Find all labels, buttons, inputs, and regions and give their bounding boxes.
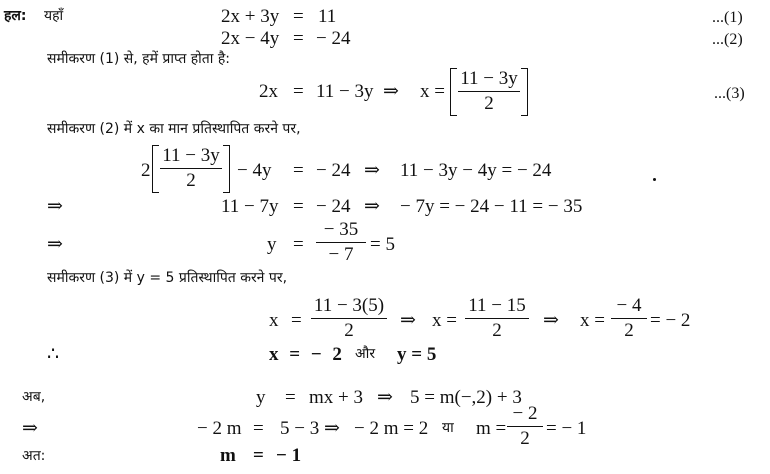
next-m-equals: m = bbox=[476, 418, 507, 439]
step4-arrow: ⇒ bbox=[47, 234, 63, 255]
step1-frac-den: 2 bbox=[484, 93, 494, 114]
eq1-rhs: 11 bbox=[318, 6, 337, 27]
step3-arrow: ⇒ bbox=[47, 196, 63, 217]
eq1-lhs: 2x + 3y bbox=[221, 6, 280, 27]
step5-fraction-3 bbox=[611, 295, 647, 342]
next-arrow2: ⇒ bbox=[324, 418, 340, 439]
step1-x-equals: x = bbox=[420, 81, 445, 102]
step4-fraction bbox=[316, 219, 366, 266]
next-mid: − 2 m = 2 bbox=[354, 418, 429, 439]
step4-equals: = bbox=[293, 234, 304, 255]
step3-rhs: − 24 bbox=[316, 196, 351, 217]
next-fraction bbox=[507, 403, 543, 450]
step5-f2-num: 11 − 15 bbox=[468, 295, 526, 316]
step5-x-equals-2: x = bbox=[580, 310, 605, 331]
step1-lhs: 2x bbox=[259, 81, 278, 102]
step2-arrow: ⇒ bbox=[364, 160, 380, 181]
step5-fraction-1 bbox=[311, 295, 387, 342]
step4-frac-den: − 7 bbox=[328, 244, 354, 265]
next-or: या bbox=[442, 420, 454, 436]
now-lhs: y bbox=[256, 387, 266, 408]
step2-rhs: − 24 bbox=[316, 160, 351, 181]
solution-label: हल: bbox=[4, 8, 27, 24]
step1-rhs: 11 − 3y bbox=[316, 81, 374, 102]
step5-f3-num: − 4 bbox=[616, 295, 642, 316]
step2-coef: 2 bbox=[141, 160, 151, 181]
next-frac-den: 2 bbox=[520, 428, 530, 449]
step2-equals: = bbox=[293, 160, 304, 181]
step4-frac-bar bbox=[316, 242, 366, 243]
step1-arrow: ⇒ bbox=[383, 81, 399, 102]
eq2-equals: = bbox=[293, 28, 304, 49]
intro-text: यहाँ bbox=[44, 8, 64, 24]
step2-after: − 4y bbox=[237, 160, 272, 181]
step5-equals: = bbox=[291, 310, 302, 331]
next-lhs: − 2 m bbox=[197, 418, 242, 439]
step5-f3-bar bbox=[611, 318, 647, 319]
step2-frac-bar bbox=[160, 168, 222, 169]
step4-result: = 5 bbox=[370, 234, 395, 255]
step5-lhs: x bbox=[269, 310, 279, 331]
now-arrow: ⇒ bbox=[377, 387, 393, 408]
therefore-symbol: ∴ bbox=[47, 344, 60, 365]
step4-lhs: y bbox=[267, 234, 277, 255]
step5-x-equals-1: x = bbox=[432, 310, 457, 331]
step5-arrow1: ⇒ bbox=[400, 310, 416, 331]
next-arrow: ⇒ bbox=[22, 418, 38, 439]
step5-f1-bar bbox=[311, 318, 387, 319]
step2-left-bracket bbox=[152, 145, 159, 193]
next-frac-num: − 2 bbox=[512, 403, 538, 424]
step1-text: समीकरण (1) से, हमें प्राप्त होता है: bbox=[47, 51, 231, 67]
step2-text: समीकरण (2) में x का मान प्रतिस्थापित करने पर, bbox=[47, 121, 301, 137]
step1-frac-num: 11 − 3y bbox=[460, 68, 518, 89]
step5-text: समीकरण (3) में y = 5 प्रतिस्थापित करने पर, bbox=[47, 270, 288, 286]
next-frac-bar bbox=[507, 426, 543, 427]
final-label: अत: bbox=[22, 448, 46, 464]
now-rhs: mx + 3 bbox=[309, 387, 363, 408]
step1-left-bracket bbox=[450, 68, 457, 116]
step3-equals: = bbox=[293, 196, 304, 217]
therefore-y: y = 5 bbox=[397, 344, 437, 365]
step5-f1-num: 11 − 3(5) bbox=[313, 295, 385, 316]
now-equals: = bbox=[285, 387, 296, 408]
therefore-x: x = − 2 bbox=[269, 344, 342, 365]
step5-f1-den: 2 bbox=[344, 320, 354, 341]
eq1-ref: ...(1) bbox=[712, 9, 743, 26]
step2-result: 11 − 3y − 4y = − 24 bbox=[400, 160, 552, 181]
stray-dot bbox=[653, 178, 656, 181]
step5-result: = − 2 bbox=[650, 310, 691, 331]
step2-fraction bbox=[160, 145, 222, 192]
next-equals: = bbox=[253, 418, 264, 439]
now-result: 5 = m(−,2) + 3 bbox=[410, 387, 522, 408]
step1-equals: = bbox=[293, 81, 304, 102]
step5-f2-den: 2 bbox=[492, 320, 502, 341]
eq1-equals: = bbox=[293, 6, 304, 27]
final-value: − 1 bbox=[276, 445, 302, 466]
therefore-and: और bbox=[355, 346, 376, 362]
final-m: m bbox=[220, 445, 236, 466]
eq2-ref: ...(2) bbox=[712, 31, 743, 48]
eq2-lhs: 2x − 4y bbox=[221, 28, 280, 49]
step2-frac-num: 11 − 3y bbox=[162, 145, 220, 166]
step5-f2-bar bbox=[465, 318, 529, 319]
step1-right-bracket bbox=[521, 68, 528, 116]
step5-fraction-2 bbox=[465, 295, 529, 342]
step2-frac-den: 2 bbox=[186, 170, 196, 191]
step1-frac-bar bbox=[458, 91, 520, 92]
eq3-ref: ...(3) bbox=[714, 85, 745, 102]
eq2-rhs: − 24 bbox=[316, 28, 351, 49]
step3-result: − 7y = − 24 − 11 = − 35 bbox=[400, 196, 583, 217]
step1-fraction bbox=[458, 68, 520, 115]
final-equals: = bbox=[253, 445, 264, 466]
step5-arrow2: ⇒ bbox=[543, 310, 559, 331]
step2-right-bracket bbox=[223, 145, 230, 193]
step4-frac-num: − 35 bbox=[323, 219, 359, 240]
step5-f3-den: 2 bbox=[624, 320, 634, 341]
step3-lhs: 11 − 7y bbox=[221, 196, 279, 217]
now-label: अब, bbox=[22, 389, 46, 405]
next-rhs: 5 − 3 bbox=[280, 418, 320, 439]
step3-arrow2: ⇒ bbox=[364, 196, 380, 217]
next-result: = − 1 bbox=[546, 418, 587, 439]
